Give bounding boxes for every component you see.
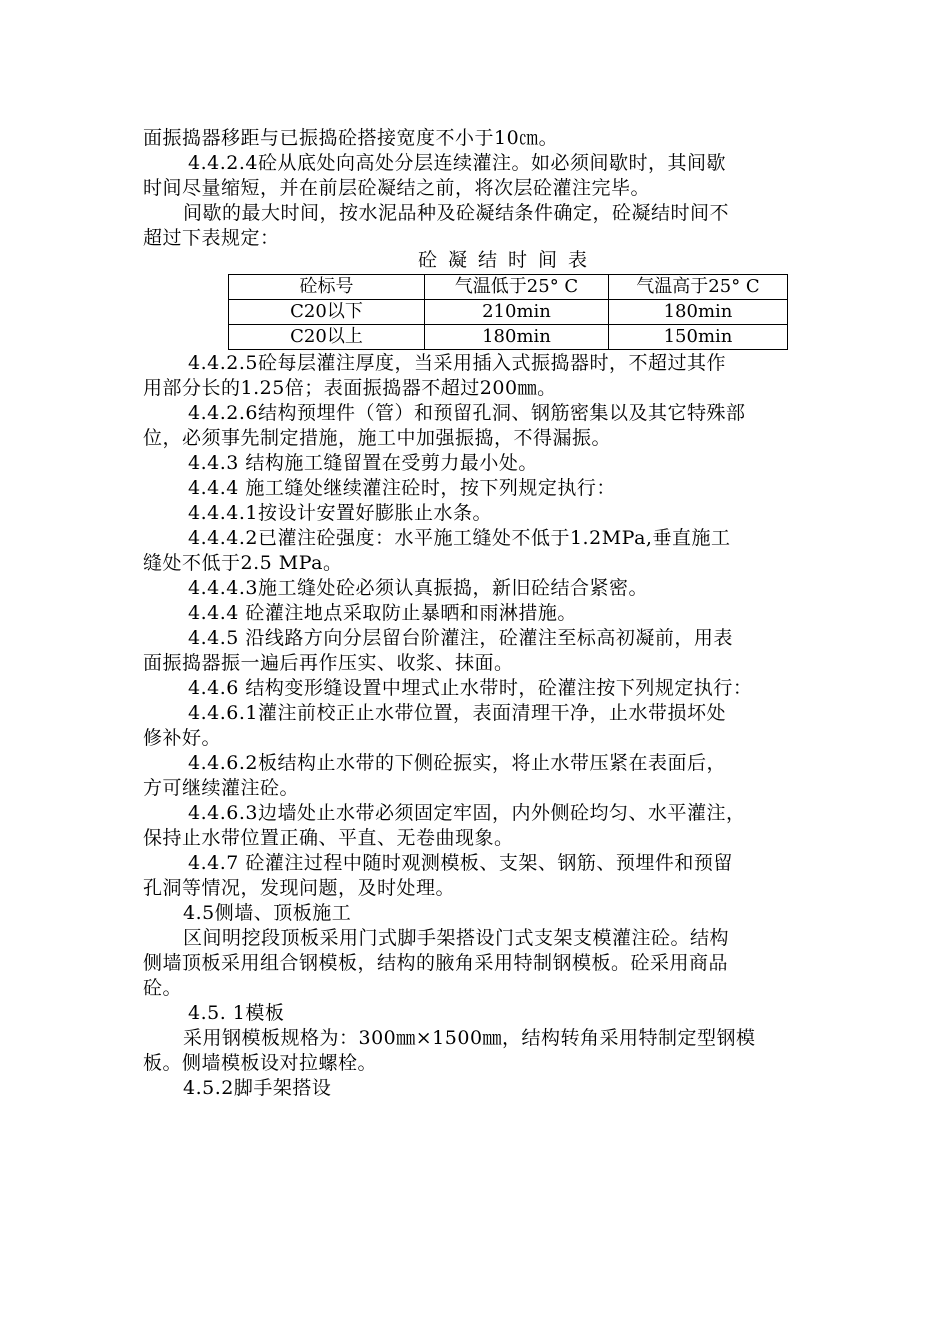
paragraph-line: 4.4.6 结构变形缝设置中埋式止水带时，砼灌注按下列规定执行：: [188, 677, 753, 699]
paragraph-line: 用部分长的1.25倍；表面振捣器不超过200㎜。: [143, 377, 557, 399]
table-header-cell: 气温低于25° C: [425, 275, 609, 300]
paragraph-line: 4.4.5 沿线路方向分层留台阶灌注，砼灌注至标高初凝前，用表: [188, 627, 733, 649]
table-cell: 210min: [425, 300, 609, 325]
paragraph-line: 面振捣器移距与已振捣砼搭接宽度不小于10㎝。: [143, 127, 559, 149]
paragraph-line: 砼。: [143, 977, 183, 999]
table-cell: 180min: [425, 325, 609, 350]
paragraph-line: 4.4.4.2已灌注砼强度：水平施工缝处不低于1.2MPa,垂直施工: [188, 527, 731, 549]
paragraph-line: 缝处不低于2.5 MPa。: [143, 552, 343, 574]
paragraph-line: 方可继续灌注砼。: [143, 777, 300, 799]
table-row: [229, 325, 788, 350]
section-heading: 4.5.2脚手架搭设: [183, 1077, 332, 1099]
paragraph-line: 孔洞等情况，发现问题，及时处理。: [143, 877, 456, 899]
table-header-cell: 气温高于25° C: [609, 275, 788, 300]
paragraph-line: 4.4.7 砼灌注过程中随时观测模板、支架、钢筋、预埋件和预留: [188, 852, 733, 874]
paragraph-line: 4.4.6.2板结构止水带的下侧砼振实，将止水带压紧在表面后，: [188, 752, 726, 774]
paragraph-line: 4.4.6.1灌注前校正止水带位置，表面清理干净，止水带损坏处: [188, 702, 726, 724]
paragraph-line: 4.4.3 结构施工缝留置在受剪力最小处。: [188, 452, 538, 474]
paragraph-line: 4.4.2.6结构预埋件（管）和预留孔洞、钢筋密集以及其它特殊部: [188, 402, 746, 424]
paragraph-line: 4.4.2.4砼从底处向高处分层连续灌注。如必须间歇时，其间歇: [188, 152, 726, 174]
paragraph-line: 保持止水带位置正确、平直、无卷曲现象。: [143, 827, 514, 849]
table-header-cell: 砼标号: [229, 275, 425, 300]
paragraph-line: 4.4.4 砼灌注地点采取防止暴晒和雨淋措施。: [188, 602, 577, 624]
setting-time-table: [228, 274, 788, 350]
paragraph-line: 时间尽量缩短，并在前层砼凝结之前，将次层砼灌注完毕。: [143, 177, 651, 199]
paragraph-line: 采用钢模板规格为：300㎜×1500㎜，结构转角采用特制定型钢模: [183, 1027, 756, 1049]
paragraph-line: 板。侧墙模板设对拉螺栓。: [143, 1052, 378, 1074]
table-header-row: [229, 275, 788, 300]
paragraph-line: 4.4.4 施工缝处继续灌注砼时，按下列规定执行：: [188, 477, 616, 499]
paragraph-line: 4.4.4.1按设计安置好膨胀止水条。: [188, 502, 492, 524]
paragraph-line: 间歇的最大时间，按水泥品种及砼凝结条件确定，砼凝结时间不: [183, 202, 730, 224]
paragraph-line: 4.4.4.3施工缝处砼必须认真振捣，新旧砼结合紧密。: [188, 577, 648, 599]
paragraph-line: 区间明挖段顶板采用门式脚手架搭设门式支架支模灌注砼。结构: [183, 927, 730, 949]
paragraph-line: 超过下表规定：: [143, 227, 280, 249]
table-row: [229, 300, 788, 325]
paragraph-line: 侧墙顶板采用组合钢模板，结构的腋角采用特制钢模板。砼采用商品: [143, 952, 729, 974]
paragraph-line: 4.4.2.5砼每层灌注厚度，当采用插入式振捣器时，不超过其作: [188, 352, 726, 374]
table-cell: C20以上: [229, 325, 425, 350]
paragraph-line: 面振捣器振一遍后再作压实、收浆、抹面。: [143, 652, 514, 674]
table-title: 砼凝结时间表: [417, 249, 598, 271]
section-heading: 4.5侧墙、顶板施工: [183, 902, 352, 924]
section-heading: 4.5. 1模板: [188, 1002, 285, 1024]
paragraph-line: 位，必须事先制定措施，施工中加强振捣，不得漏振。: [143, 427, 612, 449]
table-cell: 150min: [609, 325, 788, 350]
table-cell: 180min: [609, 300, 788, 325]
paragraph-line: 修补好。: [143, 727, 222, 749]
paragraph-line: 4.4.6.3边墙处止水带必须固定牢固，内外侧砼均匀、水平灌注，: [188, 802, 746, 824]
table-cell: C20以下: [229, 300, 425, 325]
